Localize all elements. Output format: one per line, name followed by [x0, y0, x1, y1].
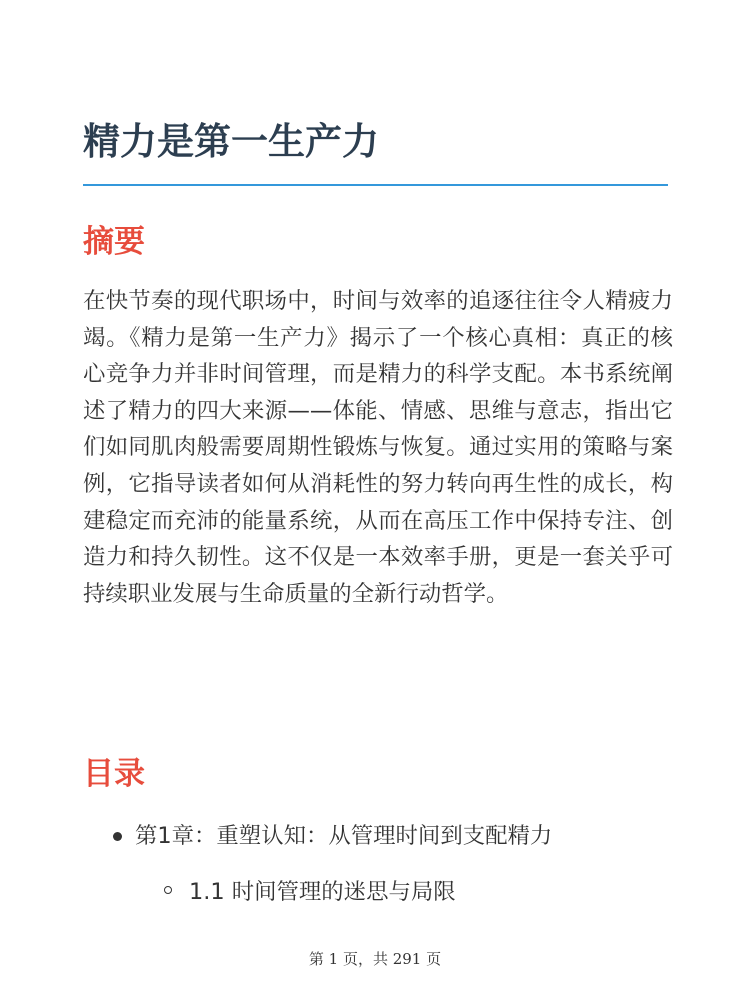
toc-item-chapter-1[interactable]: 第1章：重塑认知：从管理时间到支配精力	[135, 823, 553, 849]
disc-bullet-icon	[113, 832, 122, 841]
toc-heading: 目录	[83, 756, 145, 792]
toc-item-section-1-1[interactable]: 1.1 时间管理的迷思与局限	[189, 879, 456, 905]
circle-bullet-icon	[164, 886, 172, 894]
title-divider	[83, 184, 668, 186]
page-footer: 第 1 页，共 291 页	[308, 950, 442, 968]
summary-text: 在快节奏的现代职场中，时间与效率的追逐往往令人精疲力竭。《精力是第一生产力》揭示了一个核心真相：真正的核心竞争力并非时间管理，而是精力的科学支配。本书系统阐述了精力的四大来源——体能、情感、思维与意志，指出它们如同肌肉般需要周期性锻炼与恢复。通过实用的策略与案例，它指导读者如何从消耗性的努力转向再生性的成长，构建稳定而充沛的能量系统，从而在高压工作中保持专注、创造力和持久韧性。这不仅是一本效率手册，更是一套关乎可持续职业发展与生命质量的全新行动哲学。	[83, 288, 673, 607]
summary-heading: 摘要	[83, 224, 145, 260]
document-title: 精力是第一生产力	[83, 120, 379, 163]
